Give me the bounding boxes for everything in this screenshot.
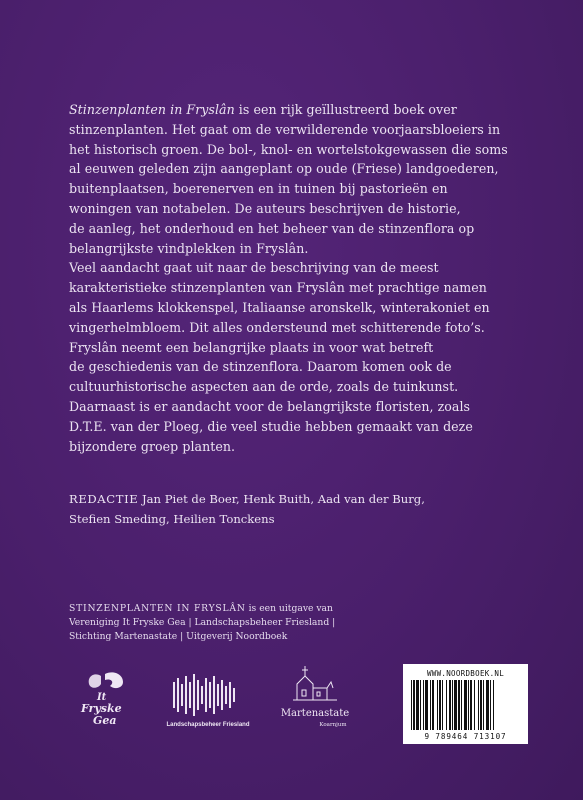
isbn-number: 9 789464 713107 (424, 732, 507, 741)
blurb-line: vingerhelmbloem. Dit alles ondersteund met schitterende foto’s. (69, 319, 485, 335)
publisher-line: Vereniging It Fryske Gea | Landschapsbeheer Friesland | (69, 617, 336, 628)
editors-line (69, 490, 529, 510)
redactie-label: REDACTIE (69, 492, 139, 506)
publisher-website: WWW.NOORDBOEK.NL (426, 669, 505, 678)
blurb-line: bijzondere groep planten. (69, 438, 236, 454)
svg-text:It: It (97, 692, 107, 703)
isbn-barcode (403, 664, 528, 744)
blurb-line: buitenplaatsen, boerenerven en in tuinen bij pastorieën en (69, 181, 448, 197)
blurb-line: de geschiedenis van de stinzenflora. Daarom komen ook de (69, 359, 452, 375)
partner-logos (75, 660, 405, 740)
blurb-line: als Haarlems klokkenspel, Italiaanse aronskelk, winterakoniet en (69, 299, 490, 315)
barcode-bars (403, 676, 528, 736)
blurb-line: het historisch groen. De bol-, knol- en wortelstokgewassen die soms (69, 141, 508, 157)
blurb-line: cultuurhistorische aspecten aan de orde, zoals de tuinkunst. (69, 379, 459, 395)
blurb-line: Fryslân neemt een belangrijke plaats in voor wat betreft (69, 339, 434, 355)
blurb-line: Stinzenplanten in Fryslân is een rijk geïllustreerd boek over (69, 102, 457, 117)
blurb-line: de aanleg, het onderhoud en het beheer van de stinzenflora op (69, 220, 475, 236)
book-description (69, 100, 519, 456)
publisher-line: Stichting Martenastate | Uitgeverij Noordboek (69, 631, 288, 642)
publisher-info (69, 602, 469, 644)
svg-text:Gea: Gea (93, 714, 117, 727)
publisher-line: STINZENPLANTEN IN FRYSLÂN is een uitgave van (69, 603, 333, 614)
editors-line: Stefien Smeding, Heilien Tonckens (69, 511, 275, 526)
martenastate-logo (275, 660, 355, 730)
publisher-book-title: STINZENPLANTEN IN FRYSLÂN (69, 603, 246, 614)
svg-text:Landschapsbeheer Friesland: Landschapsbeheer Friesland (166, 722, 250, 728)
svg-text:Martenastate: Martenastate (280, 708, 350, 719)
svg-text:Koarnjum: Koarnjum (319, 722, 347, 728)
blurb-line: belangrijkste vindplekken in Fryslân. (69, 240, 309, 256)
book-title-italic: Stinzenplanten in Fryslân (69, 102, 235, 117)
landschapsbeheer-friesland-logo (163, 670, 253, 732)
svg-text:Fryske: Fryske (81, 702, 122, 715)
editors-credit (69, 490, 529, 529)
blurb-line: Daarnaast is er aandacht voor de belangrijkste floristen, zoals (69, 398, 471, 414)
blurb-line: al eeuwen geleden zijn aangeplant op oude (Friese) landgoederen, (69, 161, 499, 177)
it-fryske-gea-logo (75, 668, 137, 730)
blurb-line: woningen van notabelen. De auteurs beschrijven de historie, (69, 200, 461, 216)
blurb-line: karakteristieke stinzenplanten van Fryslân met prachtige namen (69, 280, 487, 296)
blurb-line: Veel aandacht gaat uit naar de beschrijving van de meest (69, 260, 439, 276)
editors-names: Jan Piet de Boer, Henk Buith, Aad van der Burg, (138, 492, 425, 506)
blurb-line: stinzenplanten. Het gaat om de verwilderende voorjaarsbloeiers in (69, 121, 501, 137)
blurb-line: D.T.E. van der Ploeg, die veel studie hebben gemaakt van deze (69, 418, 473, 434)
